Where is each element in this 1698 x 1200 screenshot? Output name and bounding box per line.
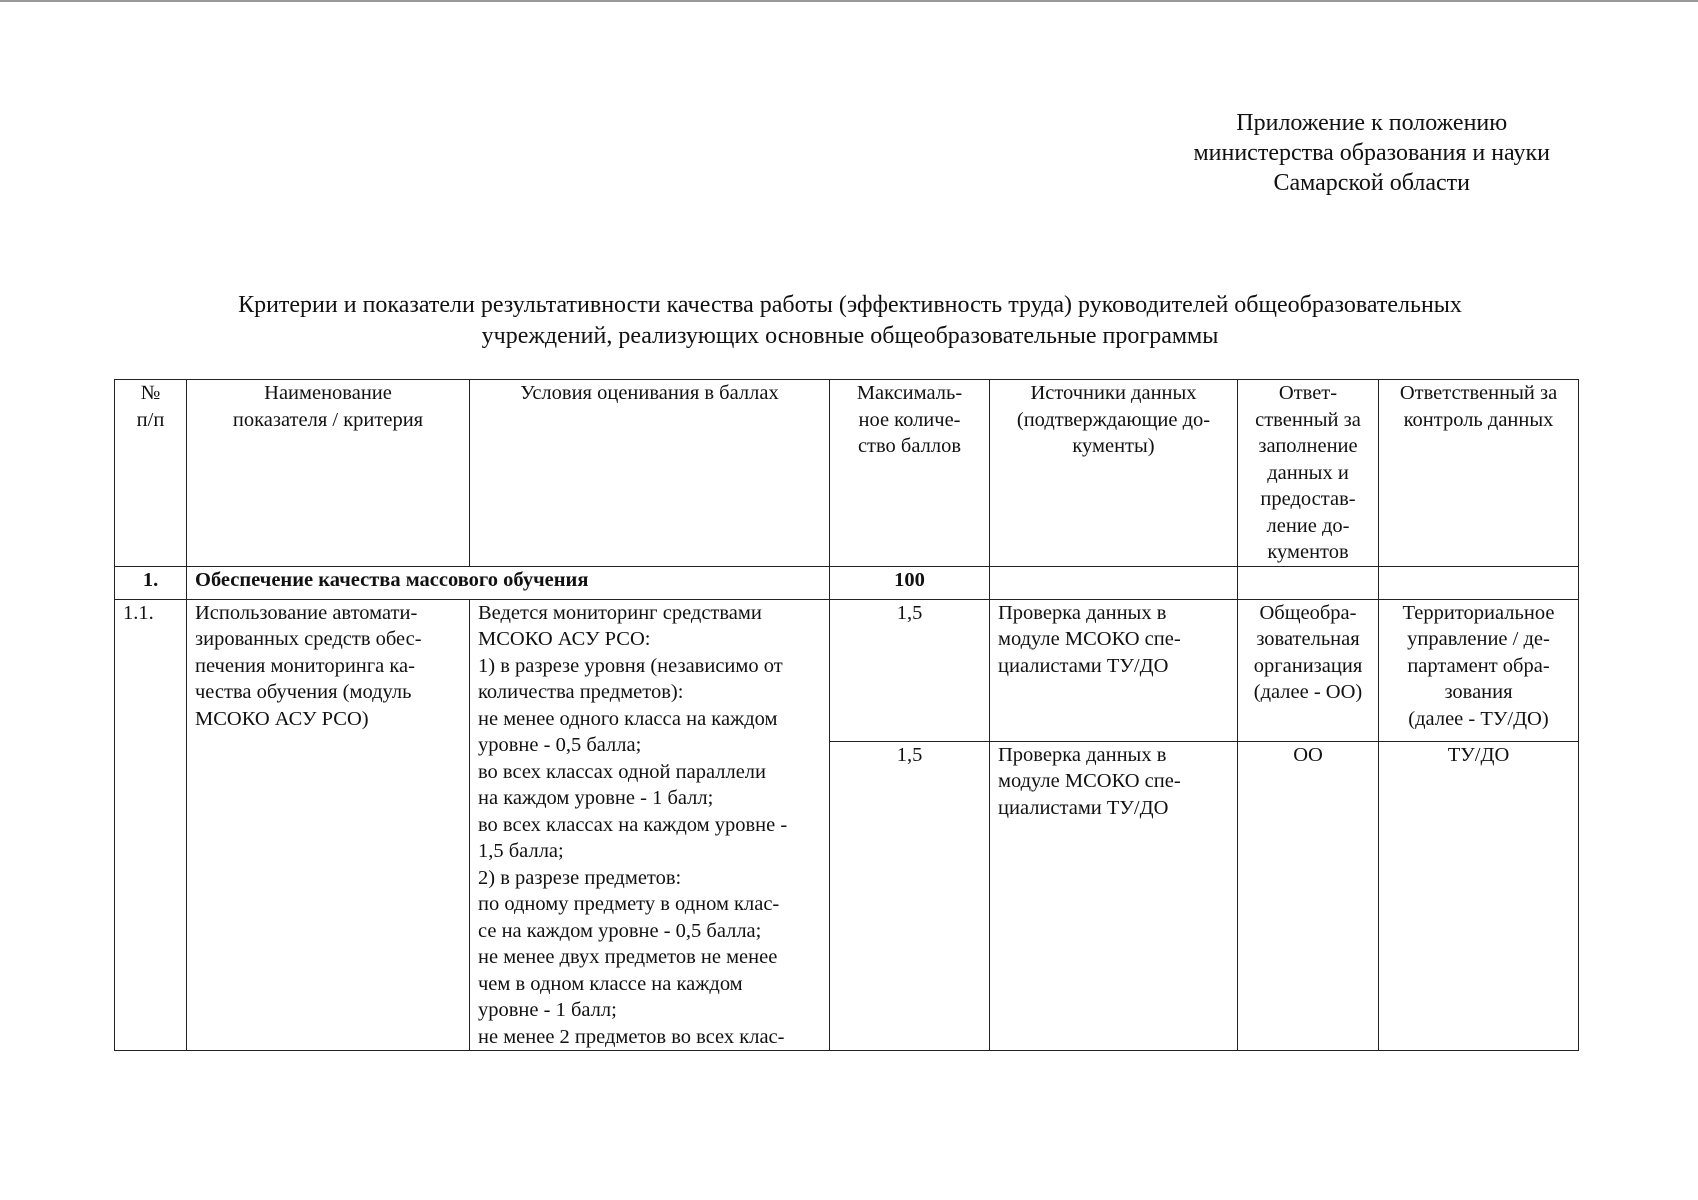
sub1-sources-line-3: циалистами ТУ/ДО bbox=[998, 654, 1169, 677]
conditions-line-5: не менее одного класса на каждом bbox=[478, 707, 778, 730]
row-name-line-1: Использование автомати- bbox=[195, 601, 418, 624]
scan-edge-line bbox=[0, 0, 1698, 2]
conditions-line-4: количества предметов): bbox=[478, 681, 684, 703]
criteria-table bbox=[114, 379, 1579, 1051]
appendix-note bbox=[1193, 108, 1550, 198]
header-name-line-1: Наименование bbox=[264, 382, 392, 404]
sub2-sources-line-1: Проверка данных в bbox=[998, 743, 1167, 766]
section-num: 1. bbox=[115, 566, 187, 599]
sub1-fill bbox=[1238, 599, 1379, 741]
header-control-line-2: контроль данных bbox=[1403, 408, 1554, 431]
section-max: 100 bbox=[830, 566, 990, 599]
sub1-max: 1,5 bbox=[830, 599, 990, 741]
header-conditions bbox=[470, 380, 830, 567]
appendix-line-1: Приложение к положению bbox=[1236, 110, 1508, 136]
sub1-control-line-1: Территориальное bbox=[1402, 601, 1555, 624]
row-name-line-3: печения мониторинга ка- bbox=[195, 654, 415, 677]
header-sources-line-3: кументы) bbox=[1072, 435, 1155, 457]
section-fill-empty bbox=[1238, 566, 1379, 599]
header-max-line-3: ство баллов bbox=[857, 435, 962, 457]
row-conditions bbox=[470, 599, 830, 1051]
sub1-sources-line-1: Проверка данных в bbox=[998, 601, 1167, 624]
title-line-1: Критерии и показатели результативности качества работы (эффективность труда) руководителей общеобразовательных bbox=[238, 292, 1462, 318]
conditions-line-14: не менее двух предметов не менее bbox=[478, 946, 778, 968]
conditions-line-11: 2) в разрезе предметов: bbox=[478, 866, 682, 889]
header-sources bbox=[990, 380, 1238, 567]
sub1-fill-line-1: Общеобра- bbox=[1259, 601, 1357, 624]
sub1-fill-line-3: организация bbox=[1253, 654, 1363, 677]
header-responsible-control bbox=[1379, 380, 1579, 567]
header-max bbox=[830, 380, 990, 567]
header-fill-line-2: ственный за bbox=[1255, 408, 1361, 431]
header-fill-line-3: заполнение bbox=[1258, 435, 1358, 457]
conditions-line-1: Ведется мониторинг средствами bbox=[478, 601, 762, 624]
sub1-sources bbox=[990, 599, 1238, 741]
sub1-control-line-5: (далее - ТУ/ДО) bbox=[1408, 707, 1549, 730]
conditions-line-3: 1) в разрезе уровня (независимо от bbox=[478, 654, 783, 677]
section-control-empty bbox=[1379, 566, 1579, 599]
table-row-1-1 bbox=[115, 599, 1579, 741]
header-max-line-2: ное количе- bbox=[858, 408, 961, 431]
sub2-sources bbox=[990, 741, 1238, 1050]
header-control-line-1: Ответственный за bbox=[1399, 382, 1558, 404]
document-title bbox=[100, 290, 1600, 352]
sub2-fill: ОО bbox=[1238, 741, 1379, 1050]
appendix-line-2: министерства образования и науки bbox=[1193, 140, 1550, 166]
header-fill-line-5: предостав- bbox=[1260, 488, 1356, 510]
row-name bbox=[187, 599, 470, 1051]
conditions-line-12: по одному предмету в одном клас- bbox=[478, 893, 780, 915]
header-sources-line-1: Источники данных bbox=[1030, 382, 1197, 404]
sub2-sources-line-3: циалистами ТУ/ДО bbox=[998, 796, 1169, 819]
sub1-sources-line-2: модуле МСОКО спе- bbox=[998, 628, 1181, 650]
sub1-fill-line-2: зовательная bbox=[1256, 628, 1360, 650]
row-name-line-2: зированных средств обес- bbox=[195, 628, 422, 650]
row-num: 1.1. bbox=[115, 599, 187, 1051]
header-name bbox=[187, 380, 470, 567]
sub1-control bbox=[1379, 599, 1579, 741]
sub2-sources-line-2: модуле МСОКО спе- bbox=[998, 770, 1181, 793]
header-num-line-1: № bbox=[140, 382, 161, 404]
conditions-line-16: уровне - 1 балл; bbox=[478, 999, 617, 1021]
header-num bbox=[115, 380, 187, 567]
header-num-line-2: п/п bbox=[136, 408, 165, 431]
sub1-control-line-2: управление / де- bbox=[1407, 628, 1550, 650]
header-fill-line-7: кументов bbox=[1267, 541, 1349, 563]
section-row bbox=[115, 566, 1579, 599]
conditions-line-9: во всех классах на каждом уровне - bbox=[478, 813, 788, 836]
header-name-line-2: показателя / критерия bbox=[232, 408, 424, 431]
conditions-line-7: во всех классах одной параллели bbox=[478, 760, 767, 783]
sub2-max: 1,5 bbox=[830, 741, 990, 1050]
header-sources-line-2: (подтверждающие до- bbox=[1016, 408, 1211, 431]
header-responsible-fill bbox=[1238, 380, 1379, 567]
conditions-line-15: чем в одном классе на каждом bbox=[478, 972, 743, 995]
row-name-line-4: чества обучения (модуль bbox=[195, 681, 412, 703]
sub1-control-line-4: зования bbox=[1444, 681, 1513, 703]
appendix-line-3: Самарской области bbox=[1273, 170, 1470, 196]
conditions-line-10: 1,5 балла; bbox=[478, 840, 564, 862]
conditions-line-8: на каждом уровне - 1 балл; bbox=[478, 787, 714, 809]
row-name-line-5: МСОКО АСУ РСО) bbox=[195, 707, 369, 730]
section-name: Обеспечение качества массового обучения bbox=[187, 566, 830, 599]
conditions-line-13: се на каждом уровне - 0,5 балла; bbox=[478, 919, 762, 942]
conditions-line-2: МСОКО АСУ РСО: bbox=[478, 628, 651, 650]
section-sources-empty bbox=[990, 566, 1238, 599]
header-conditions-line-1: Условия оценивания в баллах bbox=[520, 382, 779, 404]
table-header-row bbox=[115, 380, 1579, 567]
header-fill-line-6: ление до- bbox=[1266, 514, 1350, 537]
conditions-line-17: не менее 2 предметов во всех клас- bbox=[478, 1025, 785, 1048]
header-fill-line-4: данных и bbox=[1267, 461, 1349, 484]
conditions-line-6: уровне - 0,5 балла; bbox=[478, 734, 642, 756]
sub2-control: ТУ/ДО bbox=[1379, 741, 1579, 1050]
sub1-fill-line-4: (далее - ОО) bbox=[1253, 681, 1363, 703]
header-max-line-1: Максималь- bbox=[856, 382, 963, 404]
header-fill-line-1: Ответ- bbox=[1278, 382, 1338, 404]
sub1-control-line-3: партамент обра- bbox=[1407, 654, 1550, 677]
title-line-2: учреждений, реализующих основные общеобразовательные программы bbox=[481, 323, 1219, 349]
